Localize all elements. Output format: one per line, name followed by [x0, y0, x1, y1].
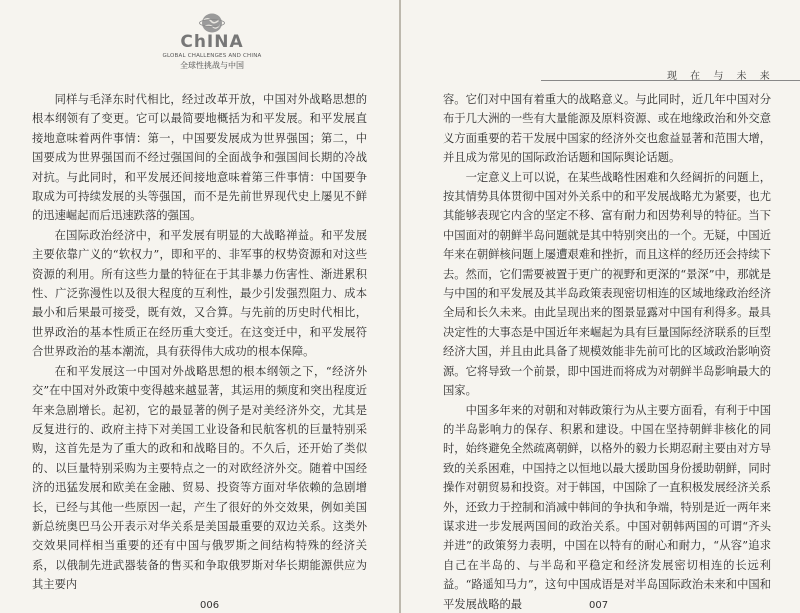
paragraph: 一定意义上可以说，在某些战略性困难和久经阔折的问题上，按其情势具体贯彻中国对外关系中的和平发展战略尤为紧要，也尤其能够表现它内含的坚定不移、富有耐力和因势利导的特征。当下中国面对的朝鲜半岛问题就是其中特别突出的一个。无疑，中国近年来在朝鲜核问题上屡遭艰难和挫折，而且这样的经历还会持续下去。然而，它们需要被置于更广的视野和更深的“景深”中，那就是与中国的和平发展及其半岛政策表现密切相连的区域地缘政治经济全局和长久未来。由此呈现出来的图景显露对中国有利得多。最具决定性的大事态是中国近年来崛起为具有巨量国际经济联系的巨型经济大国，并且由此具备了规模效能非先前可比的区域政治影响资源。它将导致一个前景，即中国进而将成为对朝鲜半岛影响最大的国家。 — [443, 170, 771, 398]
series-logo — [152, 12, 272, 71]
running-header — [541, 64, 800, 81]
page-number-right: 007 — [589, 600, 609, 611]
left-page — [0, 0, 399, 613]
logo-chinese-subtitle: 全球性挑战与中国 — [180, 61, 244, 70]
logo-english-subtitle: GLOBAL CHALLENGES AND CHINA — [162, 53, 262, 59]
globe-icon — [199, 12, 225, 34]
right-body-text — [443, 90, 771, 613]
left-body-text — [32, 90, 367, 595]
paragraph: 在国际政治经济中，和平发展有明显的大战略禅益。和平发展主要依靠广义的“软权力”，即和平的、非军事的权势资源和对这些资源的利用。所有这些力量的特征在于其非暴力伤害性、渐进累积性、广泛弥漫性以及很大程度的互利性，最少引发强烈阻力、成本最小和后果最可接受，既有效，又合算。与先前的历史时代相比，世界政治的基本性质正在经历重大变迁。在这变迁中，和平发展符合世界政治的基本潮流，具有获得伟大成功的根本保障。 — [32, 228, 367, 359]
running-title: 现 在 与 未 来 — [667, 71, 775, 82]
paragraph: 在和平发展这一中国对外战略思想的根本纲领之下，“经济外交”在中国对外政策中变得越来越显著，其运用的频度和突出程度近年来急剧增长。起初，它的最显著的例子是对美经济外交，尤其是反复进行的、政府主持下对美国工业设备和民航客机的巨量特别采购，这首先是为了重大的政和和战略目的。不久后，还开始了类似的、以巨量特别采购为主要特点之一的对欧经济外交。随着中国经济的迅猛发展和欧美在金融、贸易、投资等方面对华依赖的急剧增长，已经与其他一些原因一起，产生了很好的外交效果，例如美国新总统奥巴马公开表示对华关系是美国最重要的双边关系。这类外交效果同样相当重要的还有中国与俄罗斯之间结构特殊的经济关系，以俄制先进武器装备的售买和争取俄罗斯对华长期能源供应为其主要内 — [32, 364, 367, 592]
paragraph: 中国多年来的对朝和对韩政策行为从主要方面看，有利于中国的半岛影响力的保存、积累和建设。中国在坚持朝鲜非核化的同时，始终避免全然疏离朝鲜，以格外的毅力长期忍耐主要由对方导致的关系困难，中国持之以恒地以最大援助国身份援助朝鲜，同时操作对朝贸易和投资。对于韩国，中国除了一直积极发展经济关系外，还致力于控制和消减中韩间的争执和争端，特别是近一两年来谋求进一步发展两国间的政治关系。中国对朝韩两国的可谓“齐头并进”的政策努力表明，中国在以特有的耐心和耐力，“从容”追求自己在半岛的、与半岛和平稳定和经济发展密切相连的长远利益。“路遥知马力”，这句中国成语是对半岛国际政治未来和中国和平发展战略的最 — [443, 403, 771, 611]
logo-wordmark: ChINA — [180, 32, 244, 52]
paragraph: 同样与毛泽东时代相比，经过改革开放，中国对外战略思想的根本纲领有了变更。它可以最简要地概括为和平发展。和平发展直接地意味着两件事情：第一，中国要发展成为世界强国；第二，中国要成为世界强国而不经过强国间的全面战争和强国间长期的冷战对抗。与此同时，和平发展还间接地意味着第三件事情：中国要争取成为可持续发展的头等强国，而不是先前世界现代史上屡见不鲜的迅速崛起而后迅速跌落的强国。 — [32, 93, 367, 223]
page-number-left: 006 — [200, 600, 220, 611]
paragraph: 容。它们对中国有着重大的战略意义。与此同时，近几年中国对分布于几大洲的一些有大量能源及原料资源、或在地缘政治和外交意义方面重要的若干发展中国家的经济外交也愈益显著和范围大增，并且成为常见的国际政治话题和国际舆论话题。 — [443, 93, 771, 165]
right-page — [401, 0, 800, 613]
